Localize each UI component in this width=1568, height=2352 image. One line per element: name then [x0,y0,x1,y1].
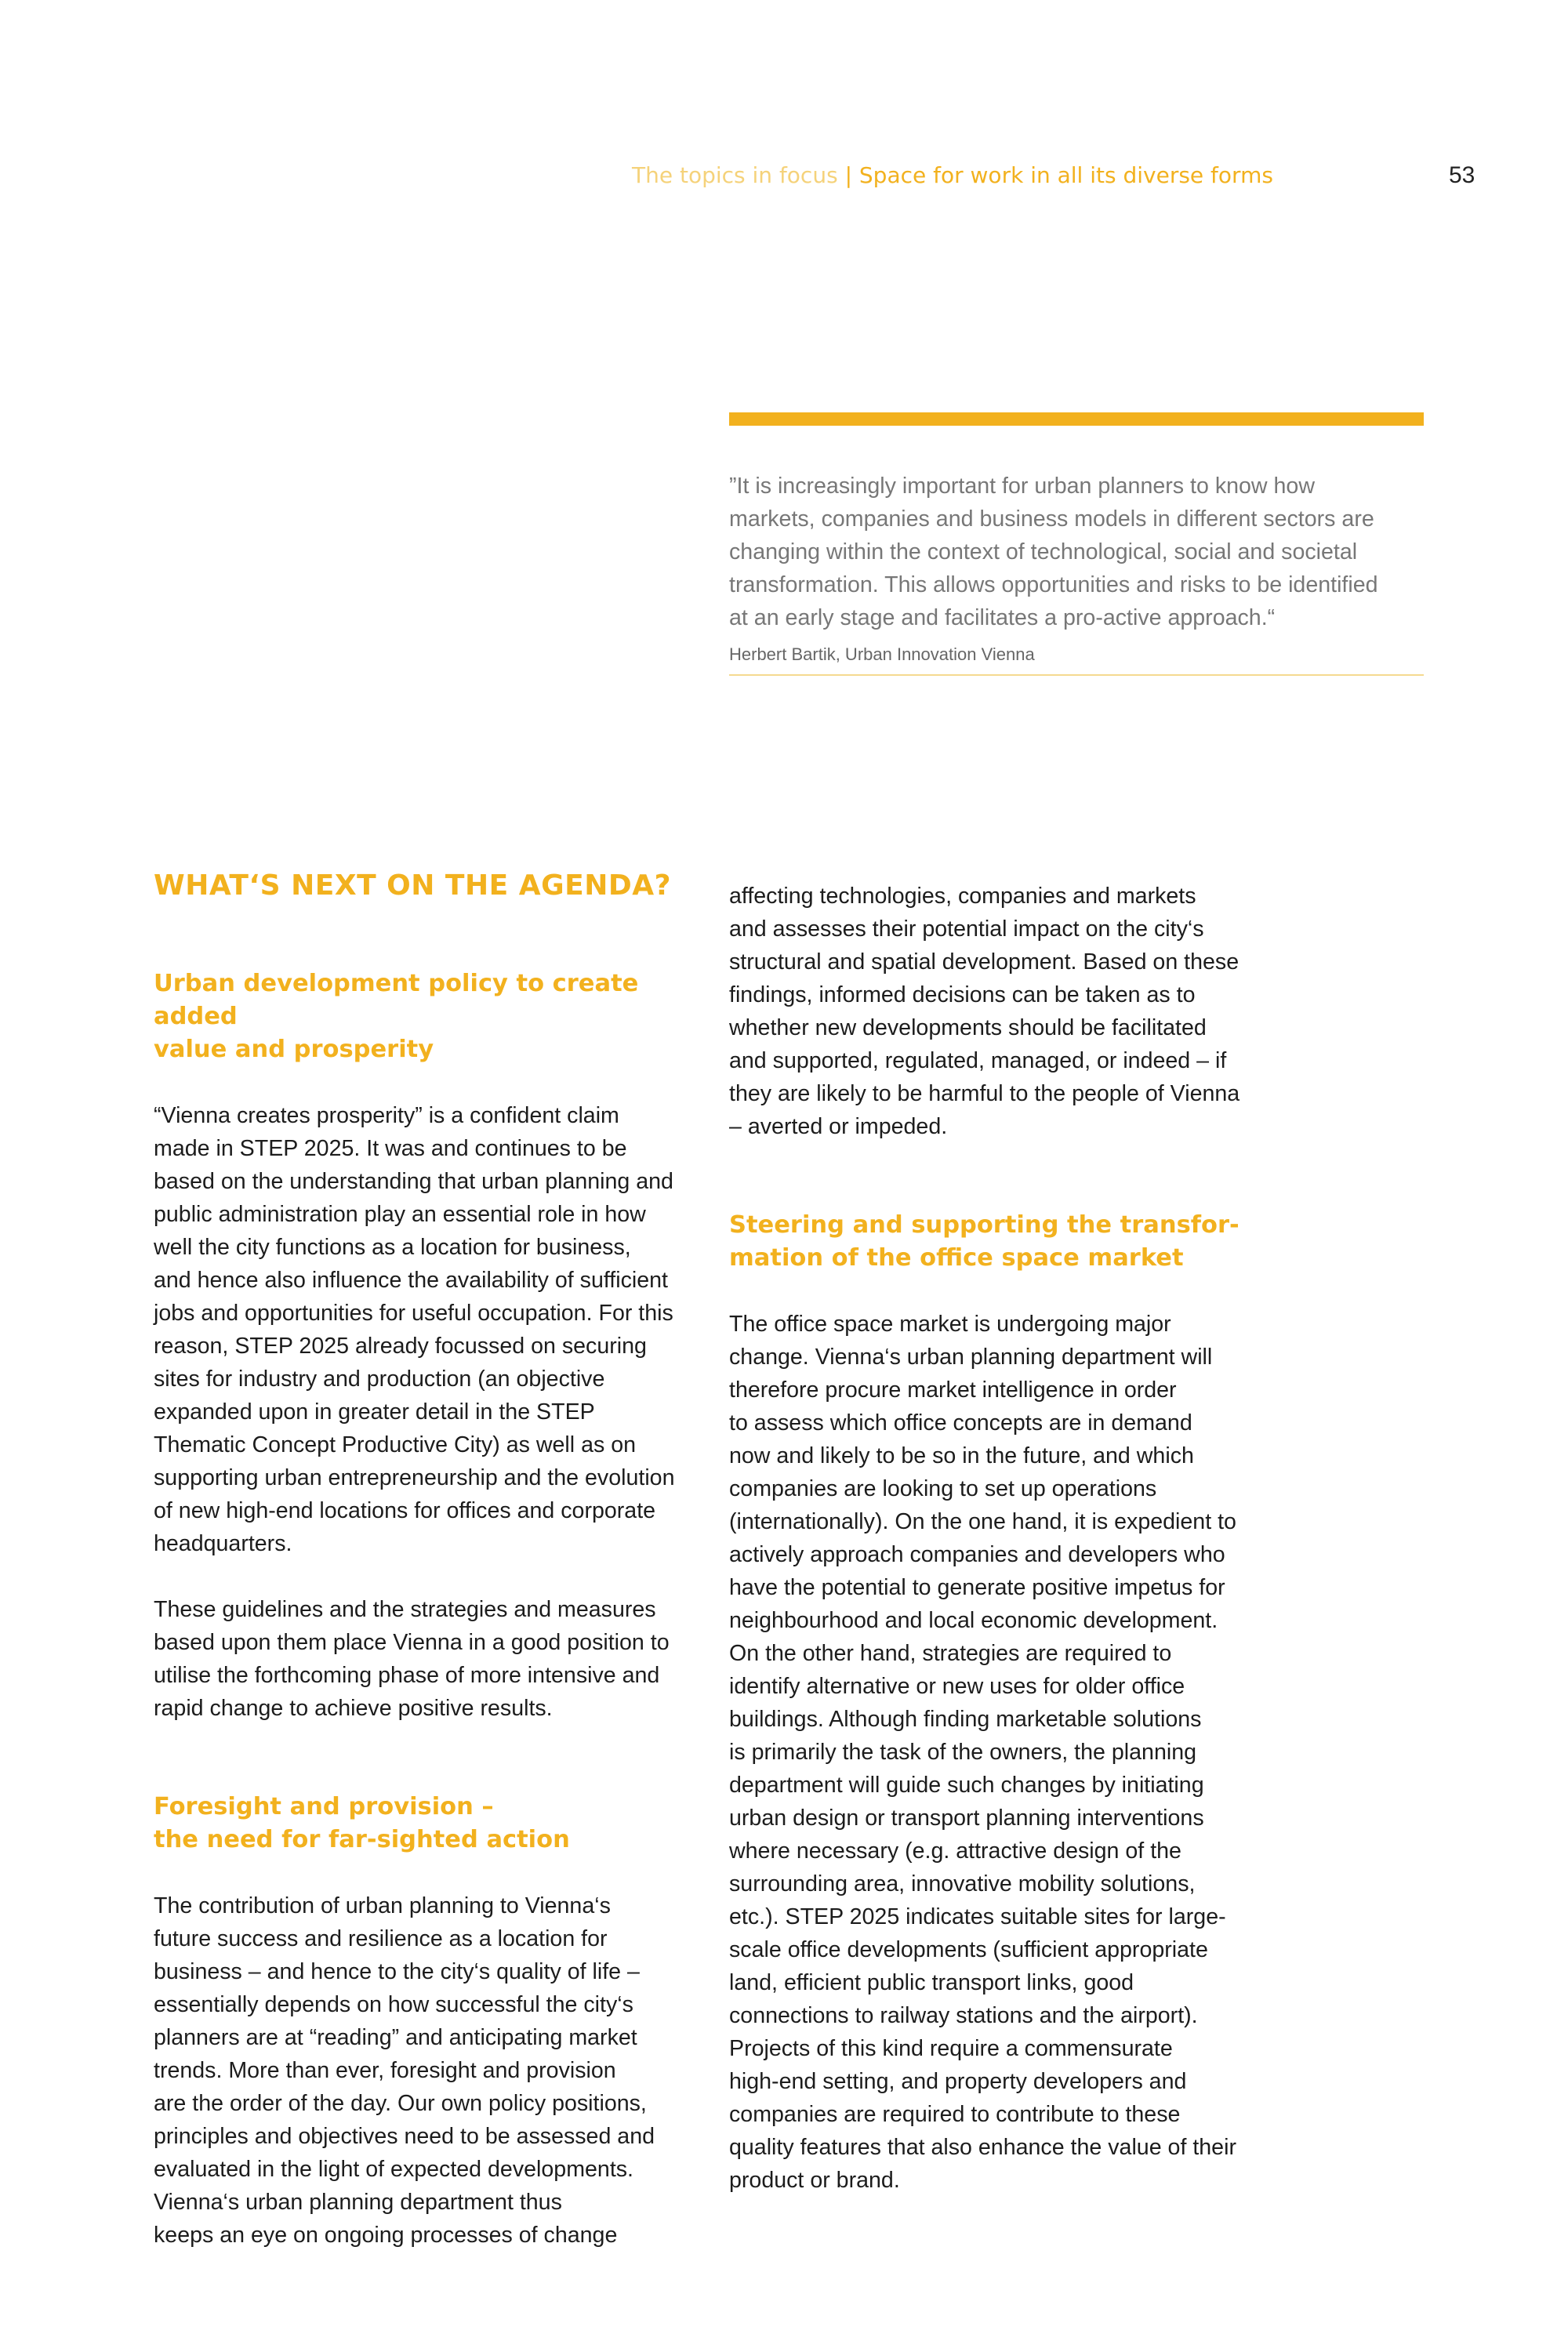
paragraph-office-market: The office space market is undergoing major change. Vienna‘s urban planning department will therefore procure market intelligence in order to assess which office concepts are in demand now and likely to be so in the future, and which companies are looking to set up operations (internationally). On the one hand, it is expedient to actively approach companies and developers who have the potential to generate positive impetus for neighbourhood and local economic development. On the other hand, strategies are required to identify alternative or new uses for older office buildings. Although finding marketable solutions is primarily the task of the owners, the planning department will guide such changes by initiating urban design or transport planning interventions where necessary (e.g. attractive design of the surrounding area, innovative mobility solutions, etc.). STEP 2025 indicates suitable sites for large- scale office developments (sufficient appropriate land, efficient public transport links, good connections to railway stations and the airport). Projects of this kind require a commensurate high-end setting, and property developers and companies are required to contribute to these quality features that also enhance the value of their product or brand. [729,1312,1236,2193]
running-head-title: Space for work in all its diverse forms [858,162,1273,188]
subheading-foresight: Foresight and provision – the need for far-sighted action [154,1793,570,1853]
pull-quote [729,412,1424,667]
subheading-office-market: Steering and supporting the transfor- mation of the office space market [729,1211,1240,1272]
subheading-urban-development: Urban development policy to create added value and prosperity [154,970,639,1063]
quote-author: Herbert Bartik, Urban Innovation Vienna [729,644,1035,664]
left-column [154,869,702,2252]
quote-divider [729,674,1424,676]
running-head-section: The topics in focus [632,162,838,188]
quote-accent-bar [729,412,1424,426]
paragraph-continuation: affecting technologies, companies and markets and assesses their potential impact on the city‘s structural and spatial development. Based on these findings, informed decisions can be taken as to whether new developments should be facilitated and supported, regulated, managed, or indeed – if they are likely to be harmful to the people of Vienna – averted or impeded. [729,884,1240,1139]
paragraph-guidelines: These guidelines and the strategies and measures based upon them place Vienna in a good position to utilise the forthcoming phase of more intensive and rapid change to achieve positive results. [154,1597,670,1721]
page-number: 53 [1449,162,1475,188]
paragraph-prosperity: “Vienna creates prosperity” is a confident claim made in STEP 2025. It was and continues to be based on the understanding that urban planning and public administration play an essential role in how well the city functions as a location for business, and hence also influence the availability of sufficient jobs and opportunities for useful occupation. For this reason, STEP 2025 already focussed on securing sites for industry and production (an objective expanded upon in greater detail in the STEP Thematic Concept Productive City) as well as on supporting urban entrepreneurship and the evolution of new high-end locations for offices and corporate headquarters. [154,1103,675,1556]
paragraph-contribution: The contribution of urban planning to Vienna‘s future success and resilience as a location for business – and hence to the city‘s quality of life – essentially depends on how successful the city‘s planners are at “reading” and anticipating market trends. More than ever, foresight and provision are the order of the day. Our own policy positions, principles and objectives need to be assessed and evaluated in the light of expected developments. Vienna‘s urban planning department thus keeps an eye on ongoing processes of change [154,1893,655,2248]
right-column [729,880,1278,2197]
section-heading: WHAT‘S NEXT ON THE AGENDA? [154,869,671,902]
quote-text: ”It is increasingly important for urban planners to know how markets, companies and business models in different sectors are changing within the context of technological, social and societal transformation. This allows opportunities and risks to be identified at an early stage and facilitates a pro-active approach.“ [729,474,1378,630]
running-head-separator: | [837,162,859,188]
running-head [632,160,1338,191]
